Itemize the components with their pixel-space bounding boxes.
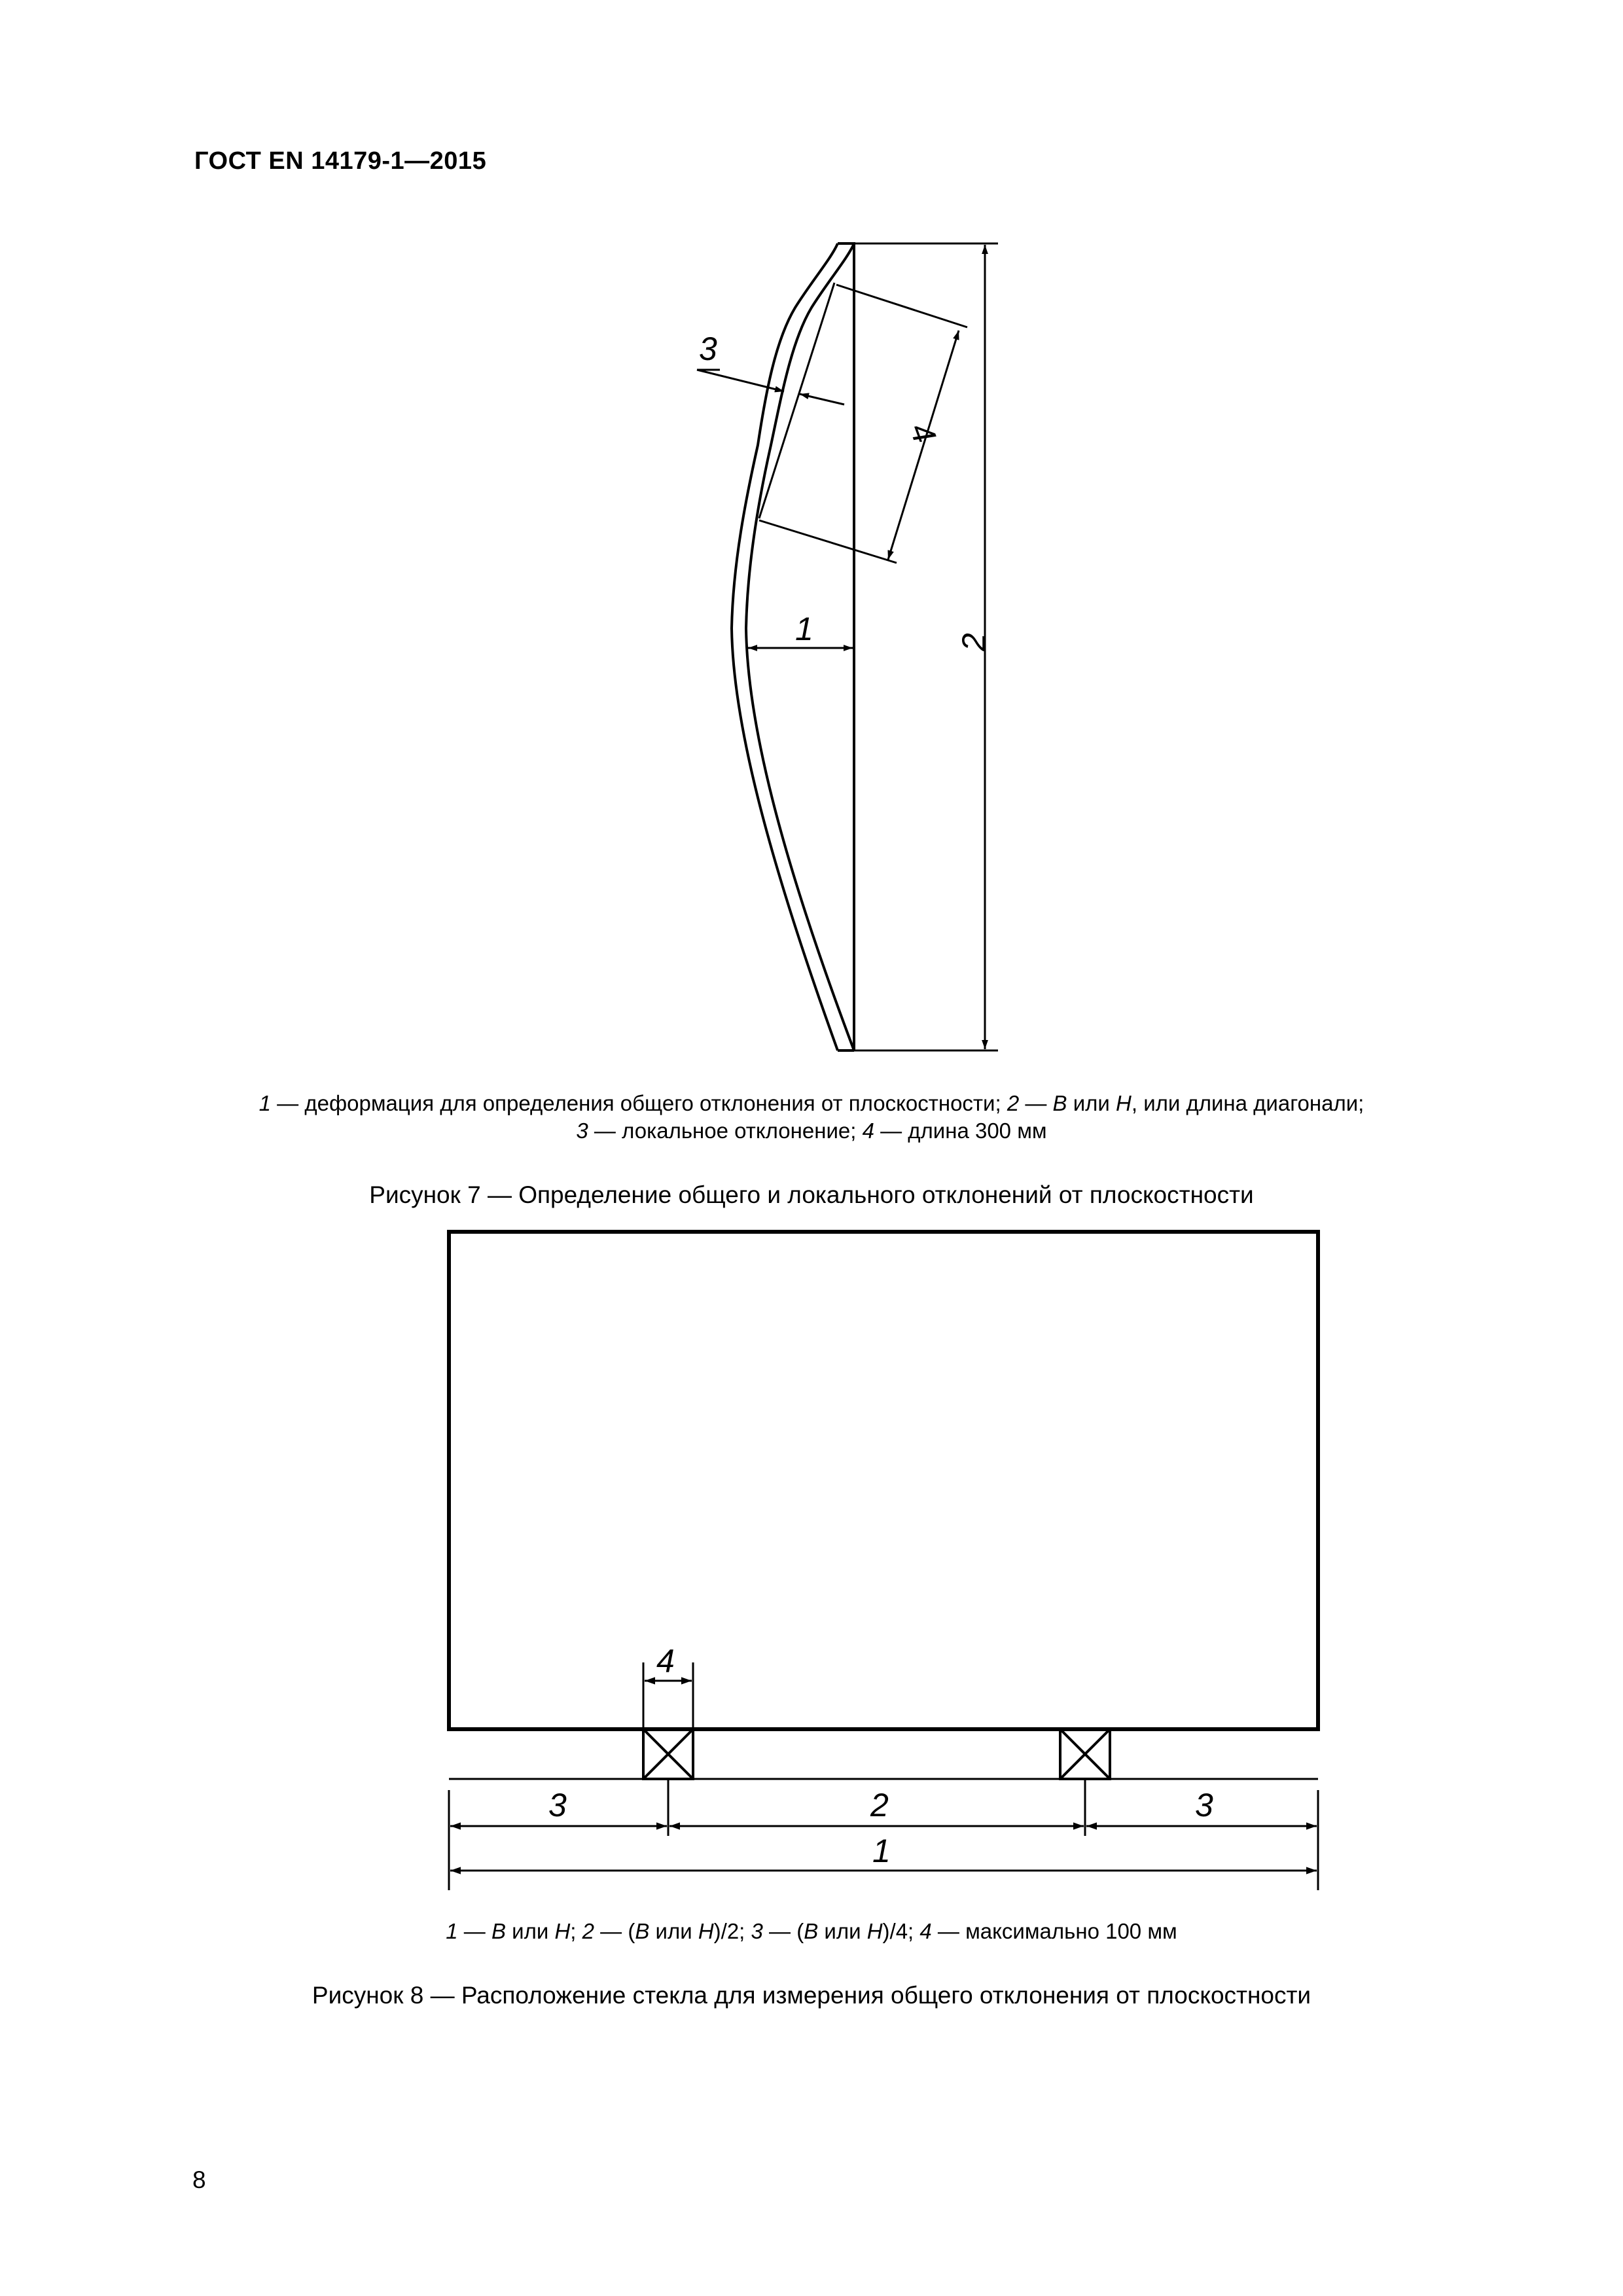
document-header: ГОСТ EN 14179-1—2015 xyxy=(194,147,487,175)
label-1: 1 xyxy=(795,611,813,647)
label-3-right: 3 xyxy=(1195,1787,1213,1823)
support-right xyxy=(1060,1729,1110,1779)
figure-7-legend: 1 — деформация для определения общего отклонения от плоскостности; 2 — B или H, или длина диагонали; 3 — локальное отклонение; 4 — длина 300 мм xyxy=(259,1091,1364,1143)
label-3-left: 3 xyxy=(548,1787,567,1823)
figure-8-legend: 1 — B или H; 2 — (B или H)/2; 3 — (B или H)/4; 4 — максимально 100 мм xyxy=(446,1919,1177,1943)
support-left xyxy=(643,1729,693,1779)
label-4: 4 xyxy=(656,1643,675,1679)
figure-7-caption: Рисунок 7 — Определение общего и локального отклонений от плоскостности xyxy=(369,1181,1254,1208)
label-4: 4 xyxy=(902,418,944,448)
glass-pane xyxy=(449,1232,1318,1729)
label-2: 2 xyxy=(870,1787,889,1823)
page-number: 8 xyxy=(192,2166,206,2193)
label-3: 3 xyxy=(699,331,717,367)
label-2: 2 xyxy=(955,633,992,651)
figure-8-caption: Рисунок 8 — Расположение стекла для измерения общего отклонения от плоскостности xyxy=(312,1982,1311,2009)
label-1: 1 xyxy=(872,1833,891,1869)
